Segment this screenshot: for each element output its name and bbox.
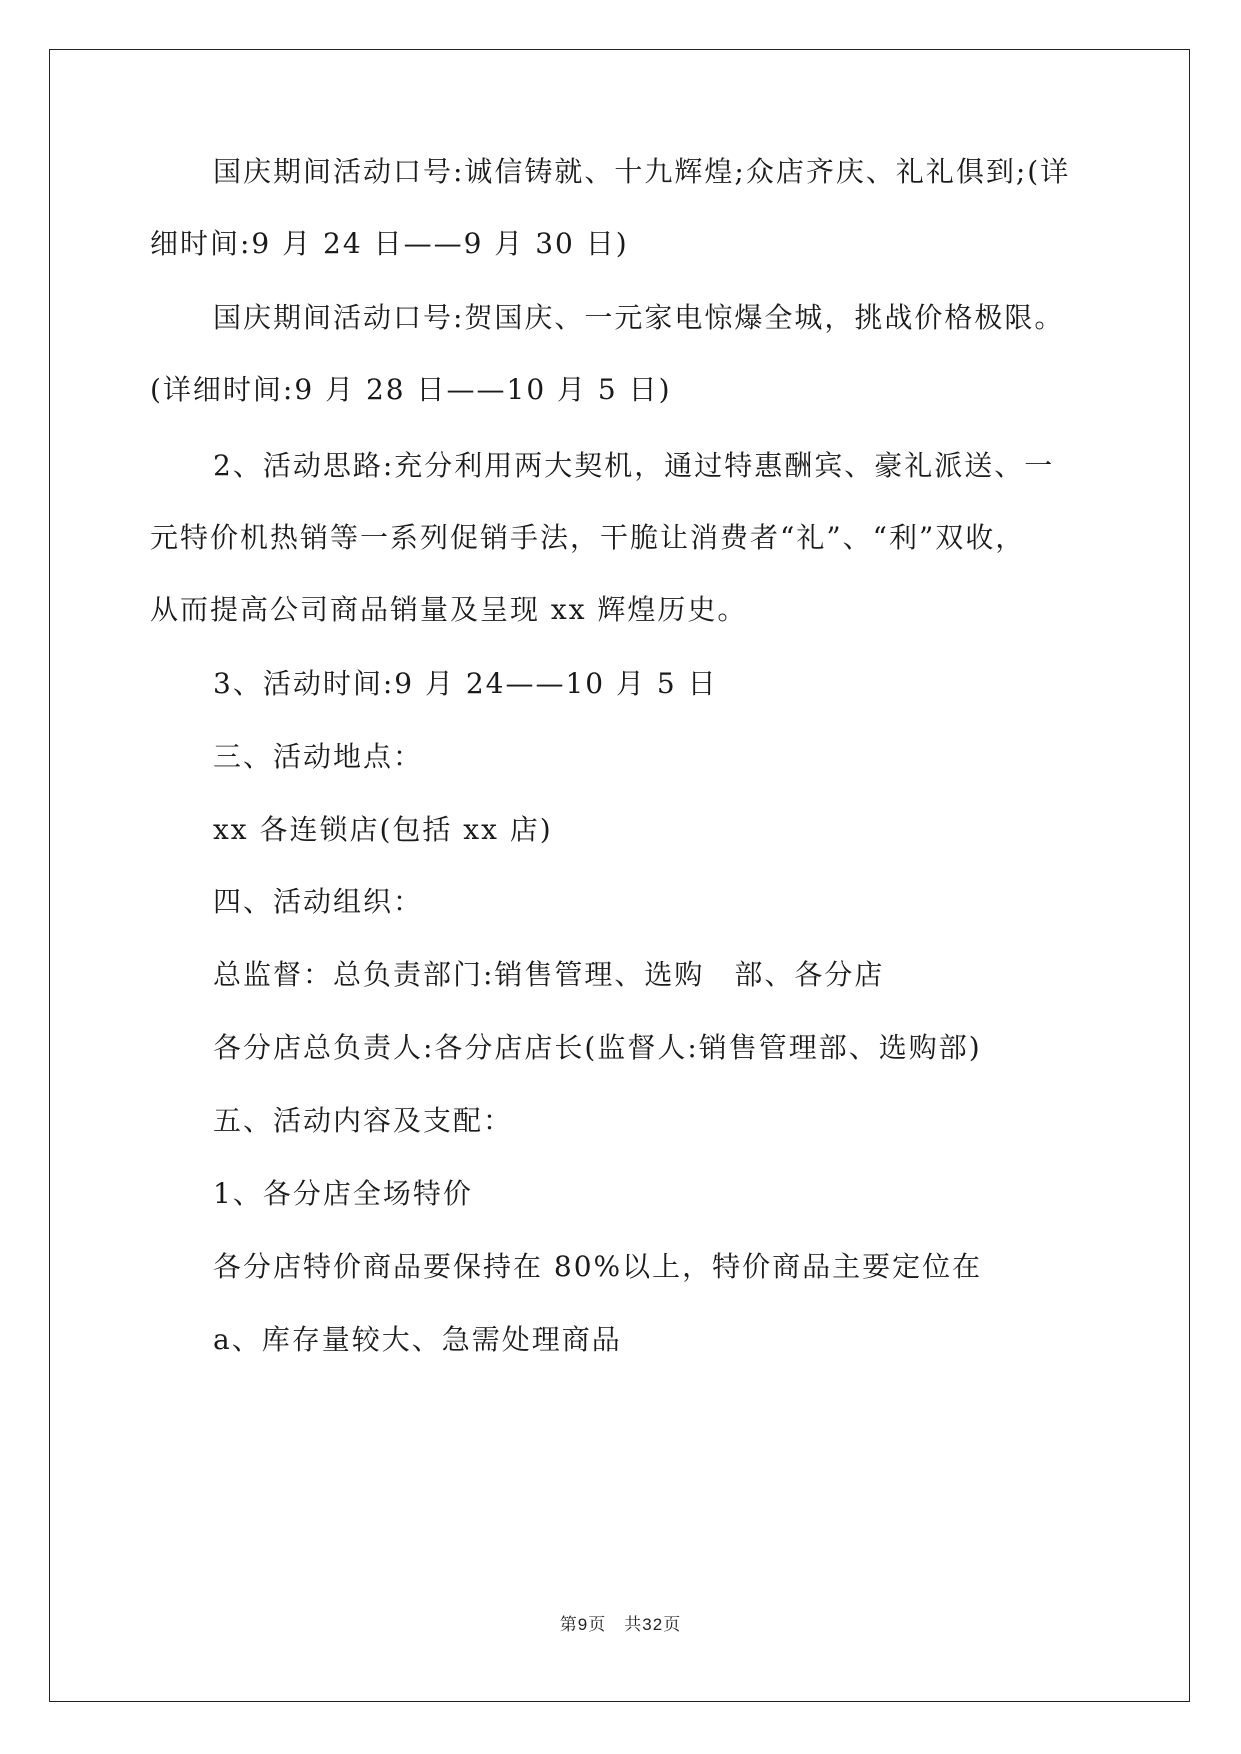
footer-page-number: 9 <box>577 1615 589 1634</box>
footer-page-suffix: 页 <box>588 1615 607 1635</box>
paragraph-1-line-2: 细时间:9 月 24 日——9 月 30 日) <box>150 227 629 260</box>
paragraph-4-line-1: 3、活动时间:9 月 24——10 月 5 日 <box>213 667 718 700</box>
paragraph-2-line-2: (详细时间:9 月 28 日——10 月 5 日) <box>150 373 672 406</box>
paragraph-12-line-1: 各分店特价商品要保持在 80%以上，特价商品主要定位在 <box>213 1250 983 1283</box>
footer-page-prefix: 第 <box>559 1615 578 1635</box>
footer-total-prefix: 共 <box>624 1615 643 1635</box>
paragraph-6-line-1: xx 各连锁店(包括 xx 店) <box>213 813 553 846</box>
paragraph-11-line-1: 1、各分店全场特价 <box>213 1177 473 1210</box>
section-heading-location: 三、活动地点： <box>213 740 424 773</box>
paragraph-3-line-1: 2、活动思路:充分利用两大契机，通过特惠酬宾、豪礼派送、一 <box>213 449 1055 482</box>
paragraph-3-line-3: 从而提高公司商品销量及呈现 xx 辉煌历史。 <box>150 593 748 626</box>
footer-total-pages: 32 <box>642 1615 664 1634</box>
page-footer <box>0 1610 1241 1635</box>
paragraph-9-line-1: 各分店总负责人:各分店店长(监督人:销售管理部、选购部) <box>213 1031 982 1064</box>
paragraph-2-line-1: 国庆期间活动口号:贺国庆、一元家电惊爆全城，挑战价格极限。 <box>213 301 1065 334</box>
paragraph-1-line-1: 国庆期间活动口号:诚信铸就、十九辉煌;众店齐庆、礼礼俱到;(详 <box>213 155 1071 188</box>
paragraph-13-line-1: a、库存量较大、急需处理商品 <box>213 1323 622 1356</box>
section-heading-content: 五、活动内容及支配： <box>213 1104 514 1137</box>
section-heading-organization: 四、活动组织： <box>213 885 424 918</box>
page-border <box>49 49 1190 1702</box>
footer-total-suffix: 页 <box>663 1615 682 1635</box>
paragraph-3-line-2: 元特价机热销等一系列促销手法，干脆让消费者“礼”、“利”双收， <box>150 521 1026 554</box>
paragraph-8-line-1: 总监督：总负责部门:销售管理、选购 部、各分店 <box>213 958 885 991</box>
